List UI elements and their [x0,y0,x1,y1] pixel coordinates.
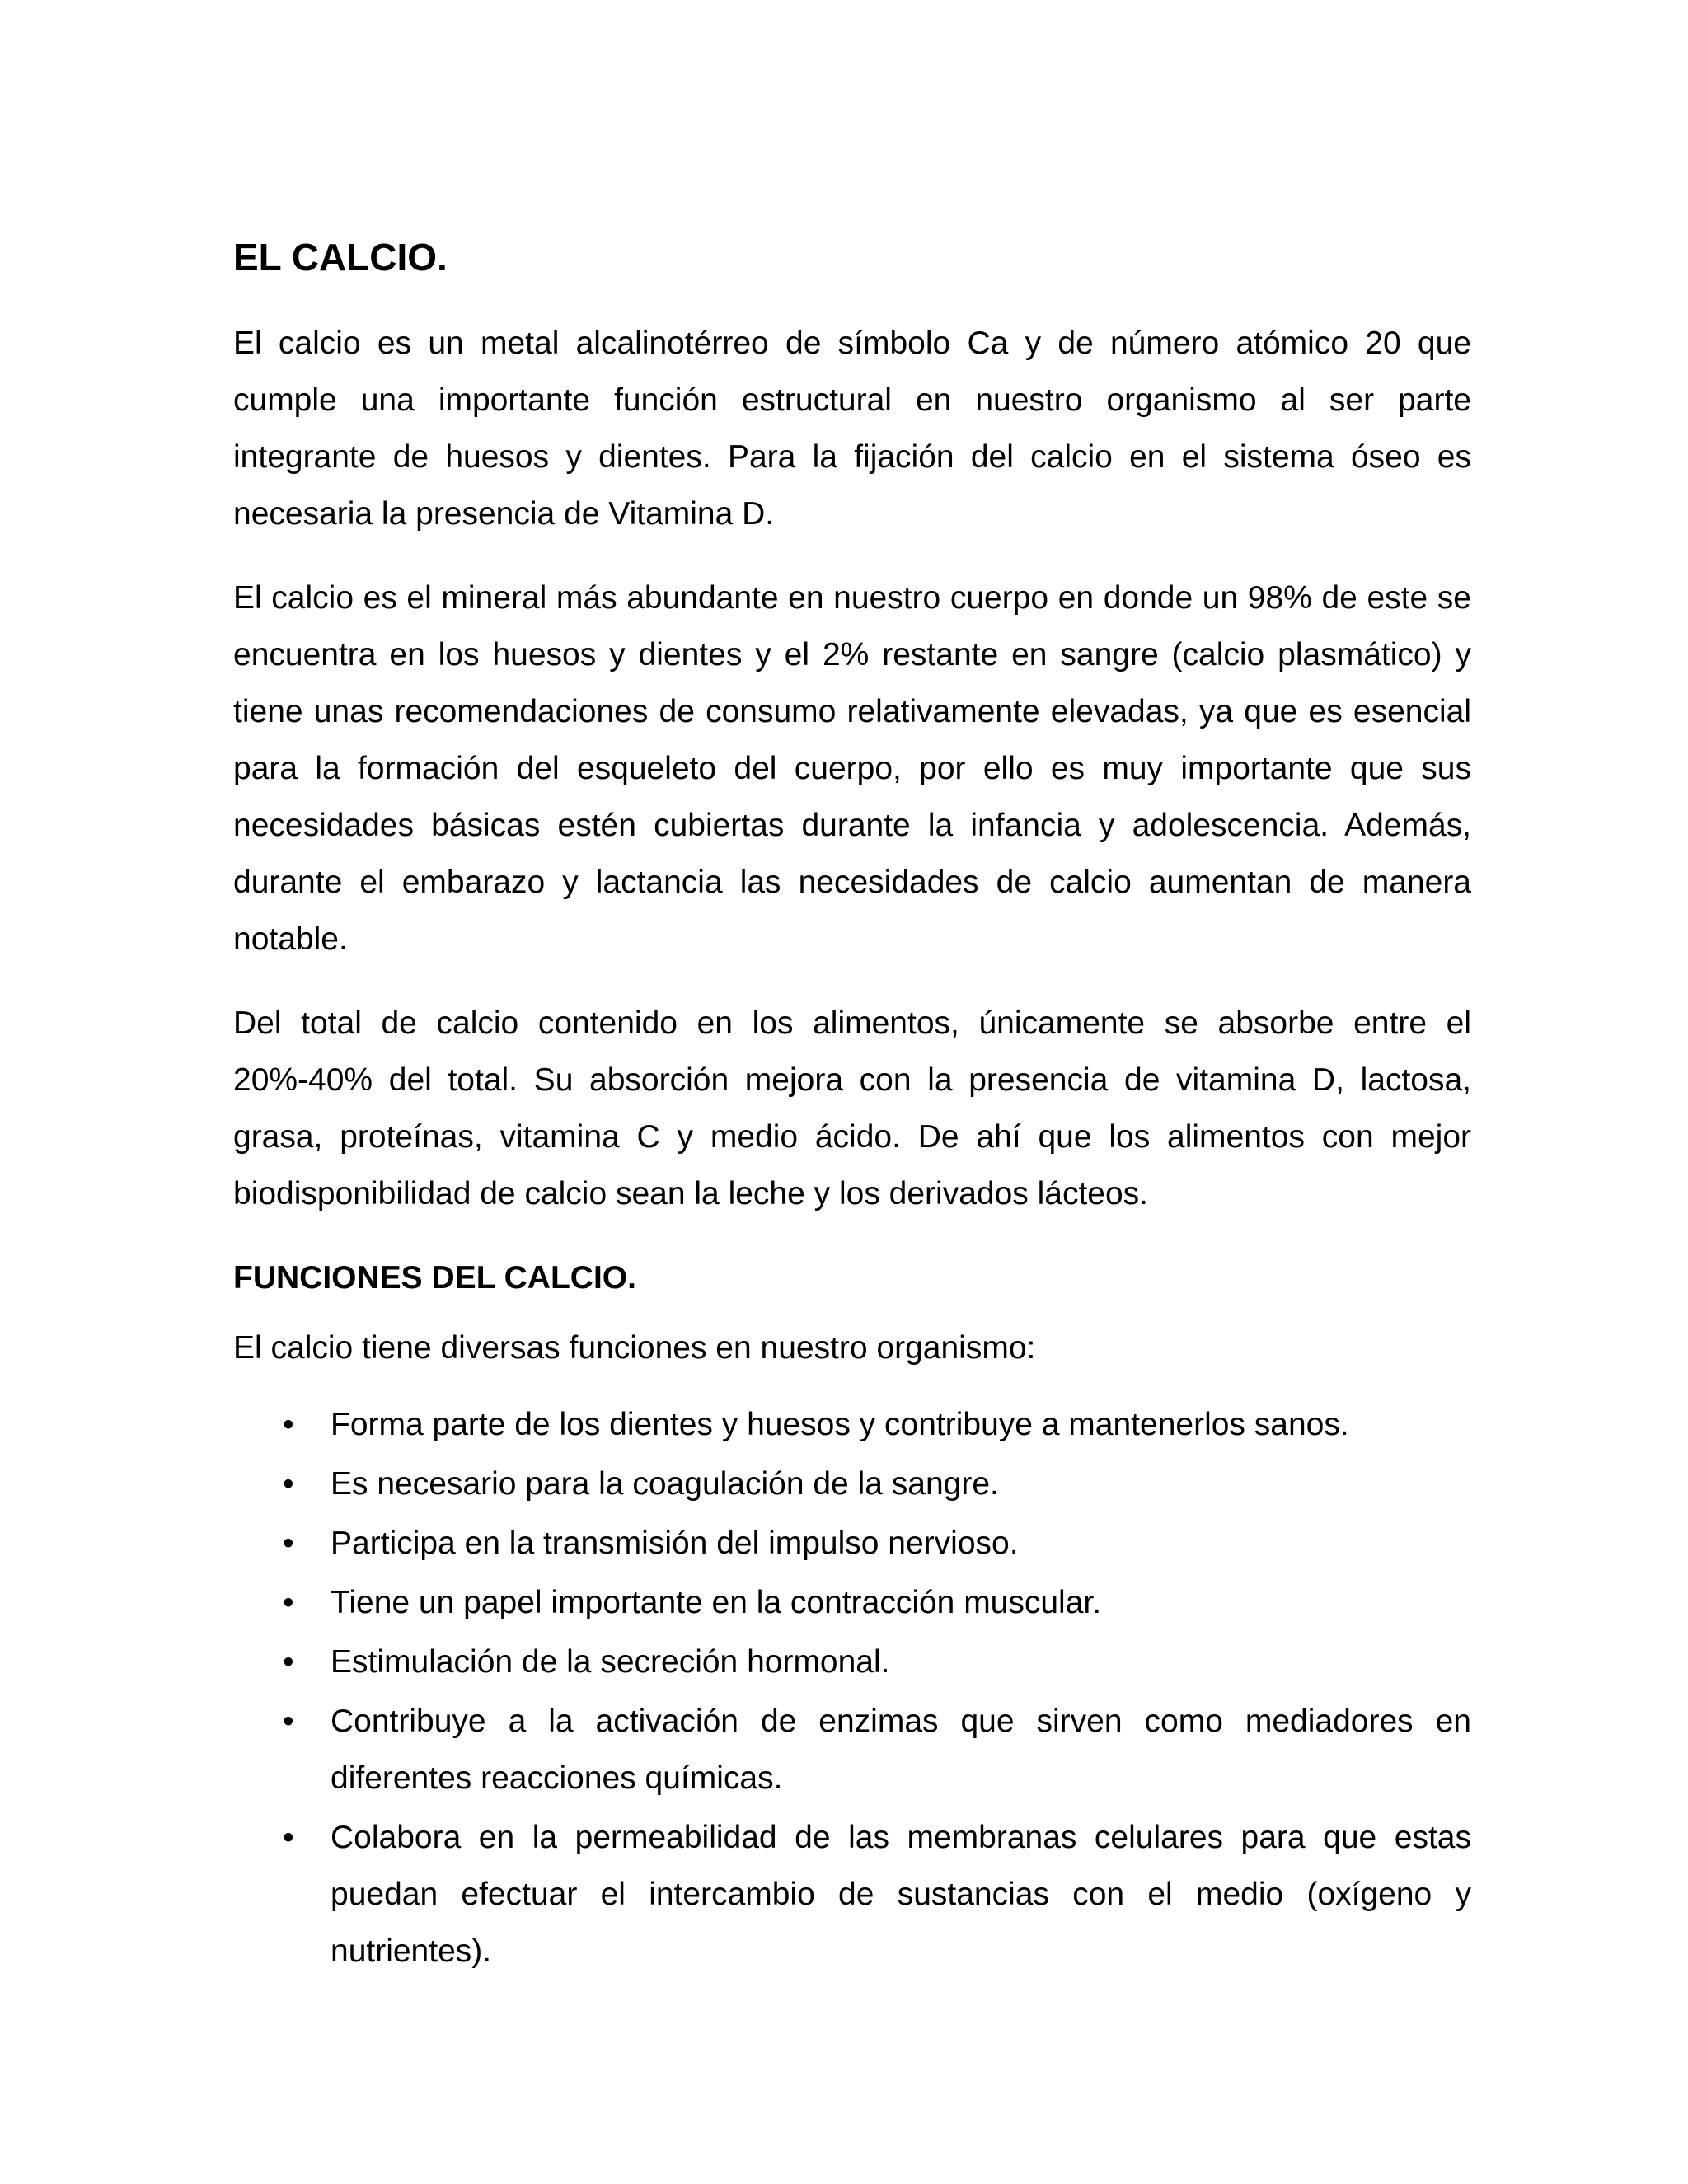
list-item-text: Estimulación de la secreción hormonal. [331,1644,890,1680]
paragraph-absorption: Del total de calcio contenido en los alimentos, únicamente se absorbe entre el 20%-40% del total. Su absorción mejora con la presencia de vitamina D, lactosa, grasa, proteínas, vitamina C y medio ácido. De ahí que los alimentos con mejor biodisponibilidad de calcio sean la leche y los derivados lácteos. [233,1005,1471,1212]
bullet-icon: • [283,1820,294,1855]
list-item-text: Participa en la transmisión del impulso nervioso. [331,1526,1019,1561]
list-item-text: Es necesario para la coagulación de la sangre. [331,1466,999,1502]
bullet-icon: • [283,1407,294,1442]
bullet-icon: • [283,1466,294,1502]
list-item-text: Colabora en la permeabilidad de las membranas celulares para que estas puedan efectuar el intercambio de sustancias con el medio (oxígeno y nutrientes). [331,1820,1471,1969]
bullet-icon: • [283,1585,294,1620]
list-item [233,1574,1471,1631]
functions-list [233,1396,1471,1980]
list-item-text: Contribuye a la activación de enzimas que sirven como mediadores en diferentes reacciones químicas. [331,1704,1471,1796]
document-page [233,232,1471,1982]
list-item [233,1515,1471,1572]
paragraph-abundance: El calcio es el mineral más abundante en nuestro cuerpo en donde un 98% de este se encuentra en los huesos y dientes y el 2% restante en sangre (calcio plasmático) y tiene unas recomendaciones de consumo relativamente elevadas, ya que es esencial para la formación del esqueleto del cuerpo, por ello es muy importante que sus necesidades básicas estén cubiertas durante la infancia y adolescencia. Además, durante el embarazo y lactancia las necesidades de calcio aumentan de manera notable. [233,580,1471,957]
bullet-icon: • [283,1644,294,1680]
list-item [233,1455,1471,1512]
list-item [233,1396,1471,1453]
bullet-icon: • [283,1704,294,1739]
list-item [233,1693,1471,1807]
section-intro: El calcio tiene diversas funciones en nuestro organismo: [233,1330,1036,1366]
page-title: EL CALCIO. [233,236,448,279]
paragraph-definition: El calcio es un metal alcalinotérreo de símbolo Ca y de número atómico 20 que cumple una importante función estructural en nuestro organismo al ser parte integrante de huesos y dientes. Para la fijación del calcio en el sistema óseo es necesaria la presencia de Vitamina D. [233,326,1471,532]
list-item-text: Tiene un papel importante en la contracción muscular. [331,1585,1102,1620]
list-item [233,1809,1471,1980]
bullet-icon: • [283,1526,294,1561]
list-item-text: Forma parte de los dientes y huesos y contribuye a mantenerlos sanos. [331,1407,1349,1442]
list-item [233,1633,1471,1690]
section-heading: FUNCIONES DEL CALCIO. [233,1260,636,1296]
